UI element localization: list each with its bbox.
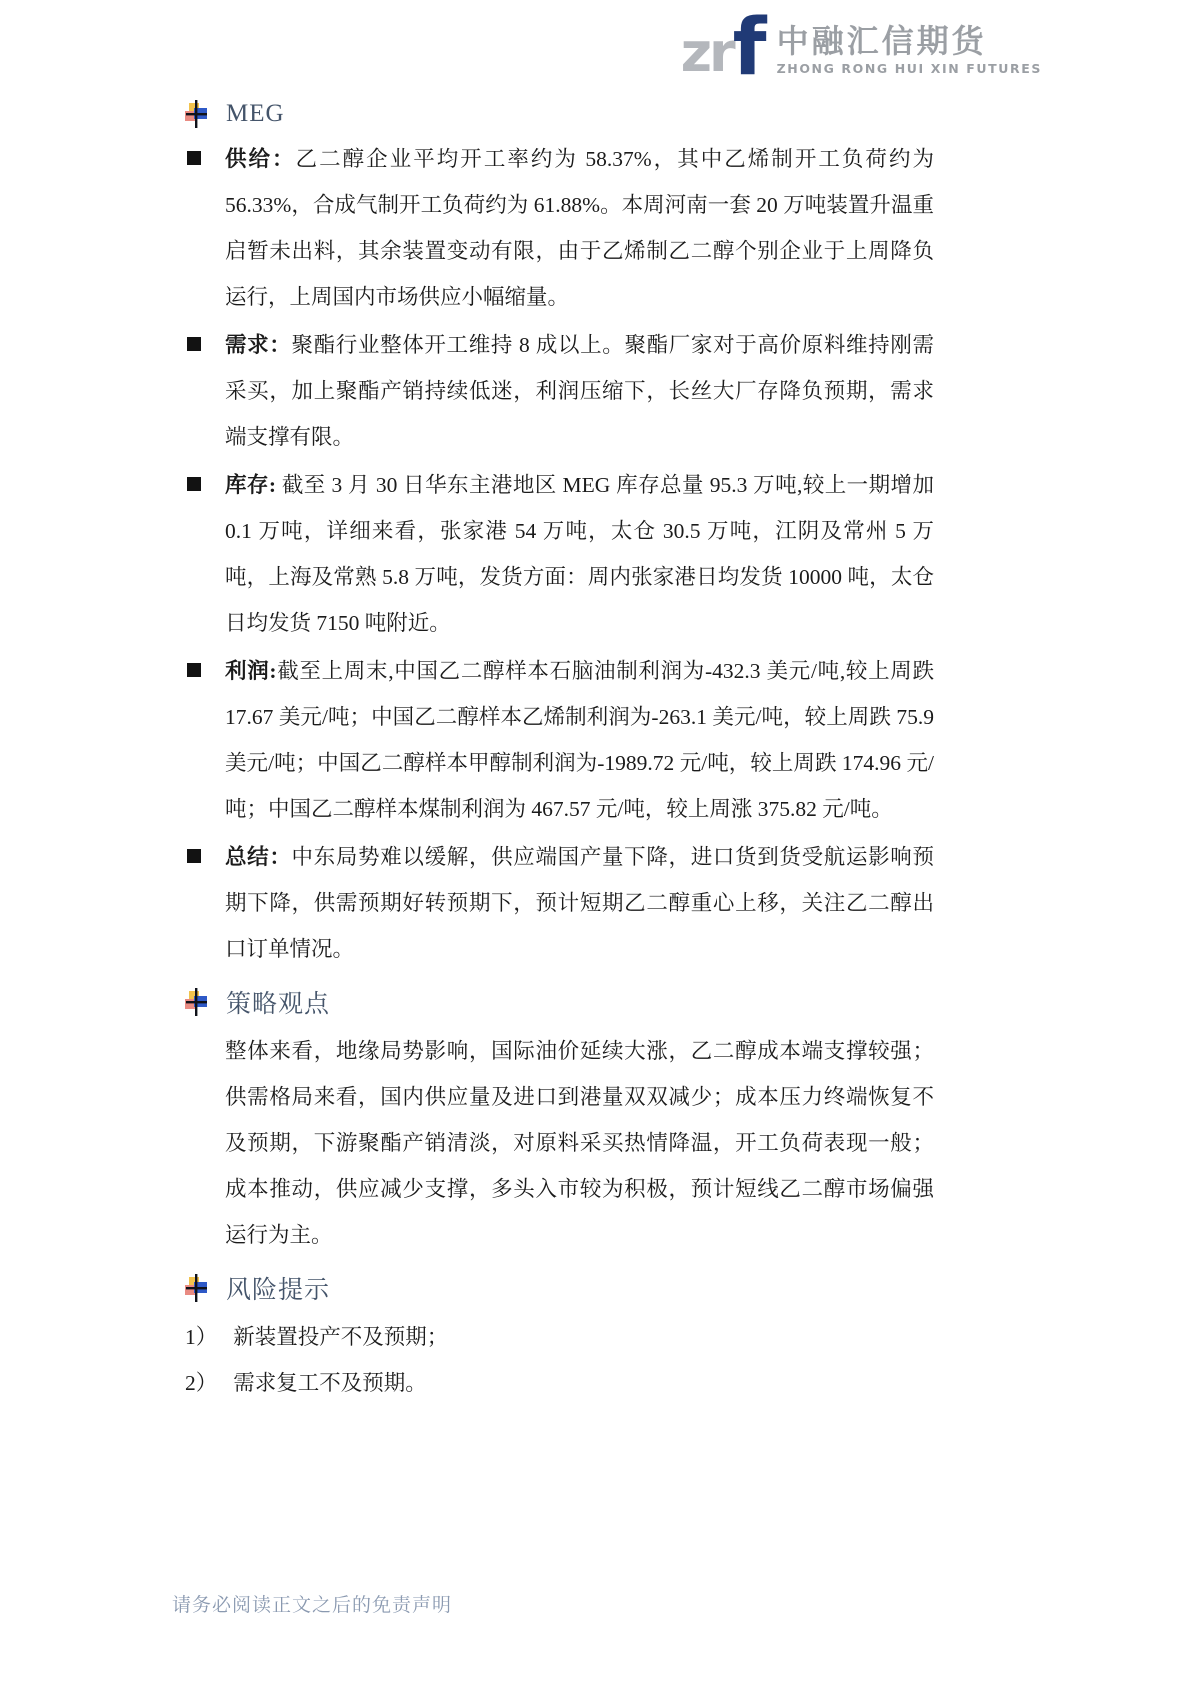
profit-text: 截至上周末,中国乙二醇样本石脑油制利润为-432.3 美元/吨,较上周跌 17.67 美元/吨；中国乙二醇样本乙烯制利润为-263.1 美元/吨，较上周跌 75.9 美元/吨；中国乙二醇样本甲醇制利润为-1989.72 元/吨，较上周跌 174.96 元/吨；中国乙二醇样本煤制利润为 467.57 元/吨，较上周涨 375.82 元/吨。 xyxy=(225,659,934,821)
supply-text: 乙二醇企业平均开工率约为 58.37%，其中乙烯制开工负荷约为 56.33%，合成气制开工负荷约为 61.88%。本周河南一套 20 万吨装置升温重启暂未出料，其余装置变动有限，由于乙烯制乙二醇个别企业于上周降负运行，上周国内市场供应小幅缩量。 xyxy=(225,147,934,309)
supply-label: 供给： xyxy=(225,147,296,171)
report-body xyxy=(170,100,934,1406)
risk-number: 1） xyxy=(185,1325,218,1349)
strategy-heading-row xyxy=(170,984,934,1020)
section-marker-icon xyxy=(184,100,208,128)
logo-wordmark xyxy=(776,22,1042,77)
section-marker-icon xyxy=(184,988,208,1016)
logo-mark xyxy=(680,3,767,93)
bullet-square-icon xyxy=(187,477,201,491)
company-name-en: ZHONG RONG HUI XIN FUTURES xyxy=(776,61,1042,77)
meg-heading: MEG xyxy=(226,100,285,127)
risk-text: 新装置投产不及预期； xyxy=(233,1325,449,1349)
inventory-text: 截至 3 月 30 日华东主港地区 MEG 库存总量 95.3 万吨,较上一期增加 0.1 万吨，详细来看，张家港 54 万吨，太仓 30.5 万吨，江阴及常州 5 万吨，上海及常熟 5.8 万吨，发货方面：周内张家港日均发货 10000 吨，太仓日均发货 7150 吨附近。 xyxy=(225,473,934,635)
summary-text: 中东局势难以缓解，供应端国产量下降，进口货到货受航运影响预期下降，供需预期好转预期下，预计短期乙二醇重心上移，关注乙二醇出口订单情况。 xyxy=(225,845,934,961)
company-name-cn: 中融汇信期货 xyxy=(776,22,987,59)
summary-item xyxy=(170,834,934,972)
logo-f-text: f xyxy=(732,3,767,93)
profit-label: 利润: xyxy=(225,659,277,683)
risk-number: 2） xyxy=(185,1371,218,1395)
company-logo xyxy=(680,3,1042,93)
demand-item xyxy=(170,322,934,460)
meg-heading-row xyxy=(170,100,934,128)
logo-zr-text: zr xyxy=(680,21,733,85)
risk-heading: 风险提示 xyxy=(226,1277,331,1304)
strategy-heading: 策略观点 xyxy=(226,991,331,1018)
risk-item xyxy=(170,1314,934,1360)
section-marker-icon xyxy=(184,1274,208,1302)
bullet-square-icon xyxy=(187,849,201,863)
profit-item xyxy=(170,648,934,832)
inventory-item xyxy=(170,462,934,646)
bullet-square-icon xyxy=(187,337,201,351)
risk-heading-row xyxy=(170,1270,934,1306)
summary-label: 总结： xyxy=(225,845,292,869)
footer-disclaimer: 请务必阅读正文之后的免责声明 xyxy=(172,1595,453,1616)
risk-item xyxy=(170,1360,934,1406)
demand-label: 需求： xyxy=(225,333,292,357)
bullet-square-icon xyxy=(187,663,201,677)
demand-text: 聚酯行业整体开工维持 8 成以上。聚酯厂家对于高价原料维持刚需采买，加上聚酯产销持续低迷，利润压缩下，长丝大厂存降负预期，需求端支撑有限。 xyxy=(225,333,934,449)
bullet-square-icon xyxy=(187,151,201,165)
inventory-label: 库存: xyxy=(225,473,282,497)
supply-item xyxy=(170,136,934,320)
risk-text: 需求复工不及预期。 xyxy=(233,1371,427,1395)
strategy-paragraph: 整体来看，地缘局势影响，国际油价延续大涨，乙二醇成本端支撑较强；供需格局来看，国内供应量及进口到港量双双减少；成本压力终端恢复不及预期，下游聚酯产销清淡，对原料采买热情降温，开工负荷表现一般；成本推动，供应减少支撑，多头入市较为积极，预计短线乙二醇市场偏强运行为主。 xyxy=(225,1039,934,1247)
